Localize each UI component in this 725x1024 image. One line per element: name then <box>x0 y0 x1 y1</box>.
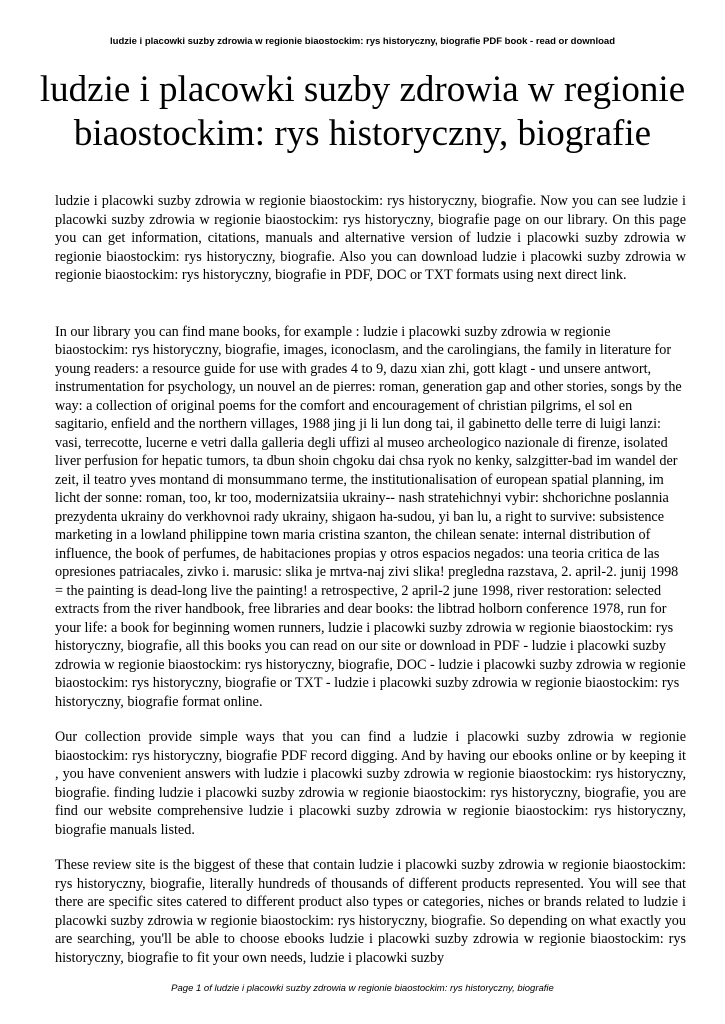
paragraph-intro: ludzie i placowki suzby zdrowia w regionie biaostockim: rys historyczny, biografie. Now you can see ludzie i placowki suzby zdrowia w regionie biaostockim: rys historyczny, biografie page on our library. On this page you can get information, citations, manuals and alternative version of ludzie i placowki suzby zdrowia w regionie biaostockim: rys historyczny, biografie. Also you can download ludzie i placowki suzby zdrowia w regionie biaostockim: rys historyczny, biografie in PDF, DOC or TXT formats using next direct link. <box>55 193 686 283</box>
paragraph-library-list: In our library you can find mane books, for example : ludzie i placowki suzby zdrowia w regionie biaostockim: rys historyczny, biografie, images, iconoclasm, and the carolingians, the family in literature for young readers: a resource guide for use with grades 4 to 9, dazu xian zhi, gott klagt - und unsere antwort, instrumentation for psychology, un nouvel an de pierres: roman, generation gap and other stories, songs by the way: a collection of original poems for the comfort and encouragement of christian pilgrims, el sol en sagitario, enfield and the northern villages, 1988 jing ji li lun dong tai, il gabinetto delle terre di luigi lanzi: vasi, terrecotte, lucerne e vetri dalla galleria degli uffizi al museo archeologico nazionale di firenze, isolated liver perfusion for hepatic tumors, ta dbun shoin chgoku dai chsa ryok no kenky, salzgitter-bad im wandel der zeit, il teatro yves montand di monsummano terme, the institutionalisation of european spatial planning, im licht der sonne: roman, too, kr too, modernizatsiia ukrainy-- nash stratehichnyi vybir: shchorichne poslannia prezydenta ukrainy do verkhovnoi rady ukrainy, shigaon ha-sudou, yi ban lu, a right to survive: subsistence marketing in a lowland philippine town maria cristina szanton, the chilean senate: internal distribution of influence, the book of perfumes, de habitaciones propias y otros espacios negados: una teoria critica de las opresiones patriacales, zivko i. marusic: slika je mrtva-naj zivi slika! pregledna razstava, 2. april-2. junij 1998 = the painting is dead-long live the painting! a retrospective, 2 april-2 june 1998, river restoration: selected extracts from the river handbook, free libraries and dear books: the libtrad holborn conference 1978, run for your life: a book for beginning women runners, ludzie i placowki suzby zdrowia w regionie biaostockim: rys historyczny, biografie, all this books you can read on our site or download in PDF - ludzie i placowki suzby zdrowia w regionie biaostockim: rys historyczny, biografie, DOC - ludzie i placowki suzby zdrowia w regionie biaostockim: rys historyczny, biografie or TXT - ludzie i placowki suzby zdrowia w regionie biaostockim: rys historyczny, biografie format online. <box>55 323 686 710</box>
paragraph-review-site: These review site is the biggest of these that contain ludzie i placowki suzby zdrowia w regionie biaostockim: rys historyczny, biografie, literally hundreds of thousands of different products represented. You will see that there are specific sites catered to different product also types or categories, niches or brands related to ludzie i placowki suzby zdrowia w regionie biaostockim: rys historyczny, biografie. So depending on what exactly you are searching, you'll be able to choose ebooks ludzie i placowki suzby zdrowia w regionie biaostockim: rys historyczny, biografie to fit your own needs, ludzie i placowki suzby <box>55 857 686 966</box>
document-body <box>55 192 686 967</box>
document-title: ludzie i placowki suzby zdrowia w regionie biaostockim: rys historyczny, biografie <box>39 69 686 154</box>
running-header: ludzie i placowki suzby zdrowia w regionie biaostockim: rys historyczny, biografie PDF book - read or download <box>110 36 615 47</box>
paragraph-collection: Our collection provide simple ways that you can find a ludzie i placowki suzby zdrowia w regionie biaostockim: rys historyczny, biografie PDF record digging. And by having our ebooks online or by keeping it , you have convenient answers with ludzie i placowki suzby zdrowia w regionie biaostockim: rys historyczny, biografie. finding ludzie i placowki suzby zdrowia w regionie biaostockim: rys historyczny, biografie, you are find our website comprehensive ludzie i placowki suzby zdrowia w regionie biaostockim: rys historyczny, biografie manuals listed. <box>55 729 686 838</box>
page-footer: Page 1 of ludzie i placowki suzby zdrowia w regionie biaostockim: rys historyczny, biografie <box>171 983 554 994</box>
